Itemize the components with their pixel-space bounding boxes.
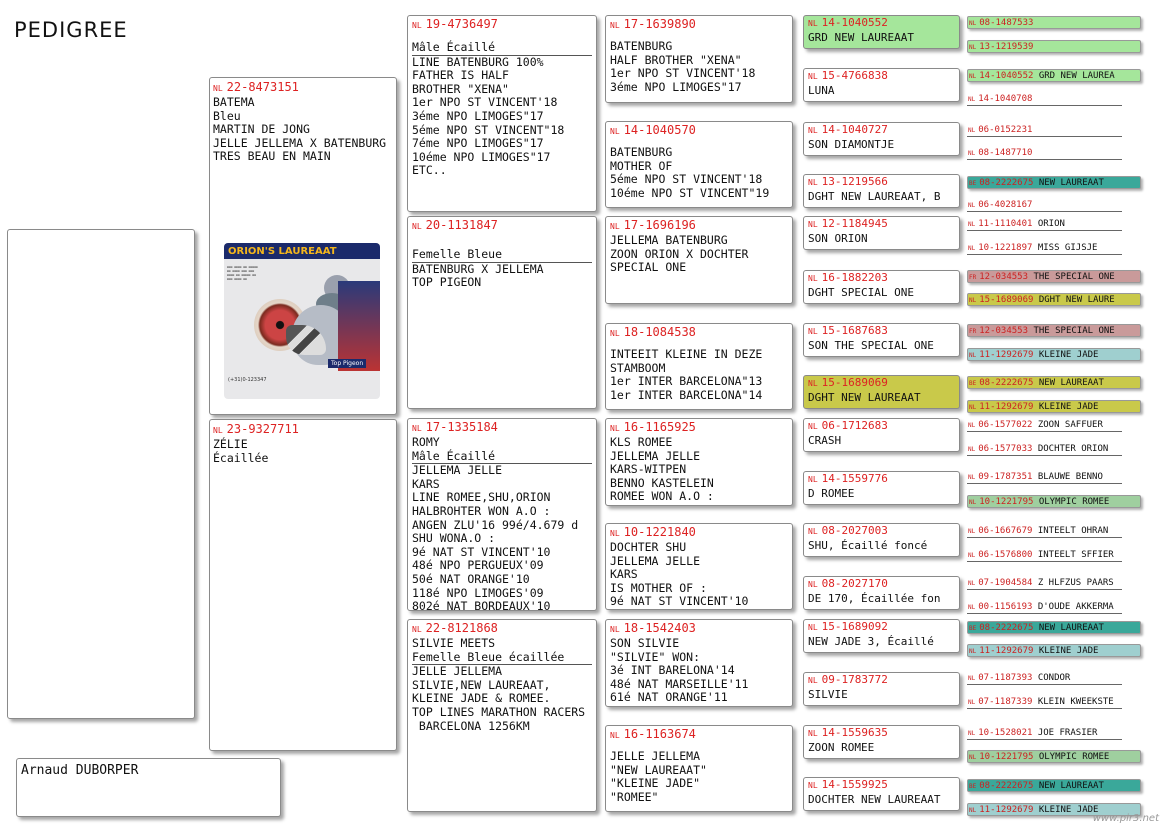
pedigree-line: ROMEE WON A.O : [610, 489, 714, 504]
ancestor-name: DGHT SPECIAL ONE [808, 286, 914, 299]
subject-color: Bleu [213, 108, 241, 123]
ancestor-card[interactable] [803, 15, 960, 49]
ancestor-name: DGHT NEW LAUREAAT, B [808, 190, 941, 203]
pedigree-line: "KLEINE JADE" [610, 776, 701, 791]
subject-line: TRES BEAU EN MAIN [213, 149, 331, 164]
dam-name: ZÉLIE [213, 437, 248, 451]
great-grandparent-card[interactable] [605, 121, 793, 208]
pedigree-line: 9é NAT ST VINCENT'10 [610, 594, 749, 609]
pedigree-line: SPECIAL ONE [610, 260, 687, 275]
ancestor-name: DGHT NEW LAUREAAT [808, 391, 921, 404]
grandparent-card[interactable]: NL 19-4736497 Mâle Écaillé LINE BATENBURG 100% FATHER IS HALF BROTHER "XENA" 1er NPO ST VINCENT'18 3éme NPO LIMOGES"17 5éme NPO ST VINCENT"18 7éme NPO LIMOGES"17 10éme NPO LIMOGES"17 ETC.. [407, 15, 597, 212]
pedigree-line: 3é INT BARELONA'14 [610, 663, 735, 678]
subject-card[interactable] [209, 77, 397, 415]
pedigree-line: 1er INTER BARCELONA"13 [610, 374, 763, 389]
ancestor-entry[interactable]: NL 09-1787351 BLAUWE BENNO [967, 471, 1122, 484]
dam-ring: NL 23-9327711 [213, 422, 299, 436]
ring-number: NL 06-1712683 [808, 419, 888, 432]
advert-title: ORION'S LAUREAAT [228, 246, 337, 257]
great-grandparent-card[interactable] [605, 15, 793, 103]
ancestor-entry[interactable]: BE 08-2222675 NEW LAUREAAT [967, 376, 1141, 389]
dam-card[interactable] [209, 419, 397, 751]
ancestor-card[interactable] [803, 471, 960, 505]
ancestor-entry[interactable]: NL 07-1904584 Z HLFZUS PAARS [967, 577, 1122, 590]
ring-number: NL 12-1184945 [808, 217, 888, 230]
ring-number: NL 16-1882203 [808, 271, 888, 284]
ancestor-name: ZOON ROMEE [808, 741, 875, 754]
ancestor-entry[interactable]: NL 11-1292679 KLEINE JADE [967, 644, 1141, 657]
ring-number: NL 15-1689069 [808, 376, 888, 389]
ancestor-entry[interactable]: BE 08-2222675 NEW LAUREAAT [967, 176, 1141, 189]
ring-number: NL 14-1559925 [808, 778, 888, 791]
ancestor-card[interactable] [803, 323, 960, 357]
ring-number: NL 13-1219566 [808, 175, 888, 188]
pedigree-line: "ROMEE" [610, 789, 659, 804]
pedigree-line: KARS [610, 567, 638, 582]
ring-number: NL 18-1084538 [610, 325, 696, 339]
ancestor-entry[interactable]: NL 11-1110401 ORION [967, 218, 1122, 231]
pedigree-line: "SILVIE" WON: [610, 649, 701, 664]
ancestor-name: SON THE SPECIAL ONE [808, 339, 934, 352]
pedigree-line: 1er NPO ST VINCENT'18 [610, 66, 756, 81]
pedigree-line: INTEEIT KLEINE IN DEZE [610, 347, 763, 361]
ring-number: NL 18-1542403 [610, 621, 696, 635]
owner-name: Arnaud DUBORPER [21, 763, 139, 778]
ring-number: NL 14-1040552 [808, 16, 888, 29]
pedigree-line: BENNO KASTELEIN [610, 475, 714, 490]
advert-phone: (+31)0-123347 [228, 377, 267, 383]
ancestor-entry[interactable]: NL 06-1577022 ZOON SAFFUER [967, 419, 1122, 432]
pedigree-line: JELLEMA JELLE [610, 448, 701, 463]
ancestor-entry[interactable]: NL 06-0152231 [967, 124, 1122, 137]
pedigree-line: JELLEMA JELLE [610, 553, 701, 568]
ancestor-entry[interactable]: NL 10-1221795 OLYMPIC ROMEE [967, 750, 1141, 763]
pedigree-line: "NEW LAUREAAT" [610, 762, 707, 777]
ring-number: NL 17-1696196 [610, 218, 696, 232]
pigeon-advert-image: ORION'S LAUREAAT ▬▬▬ ▬▬▬▬ ▬▬ ▬▬▬▬▬ ▬▬ ▬▬▬▬ ▬▬▬ ▬▬▬ ▬▬▬▬ ▬▬ ▬▬▬▬▬ ▬▬ ▬▬▬ ▬▬▬▬ ▬▬ Top Pigeon (+31)0-123347 [224, 243, 380, 399]
advert-brand: Top Pigeon [328, 359, 366, 368]
pedigree-line: SON SILVIE [610, 636, 680, 650]
ancestor-entry[interactable]: FR 12-034553 THE SPECIAL ONE [967, 270, 1141, 283]
great-grandparent-card[interactable] [605, 418, 793, 506]
ancestor-entry[interactable]: NL 11-1292679 KLEINE JADE [967, 803, 1141, 816]
photo-panel [7, 229, 195, 719]
pedigree-line: BATENBURG [610, 145, 673, 159]
ancestor-entry[interactable]: NL 00-1156193 D'OUDE AKKERMA [967, 601, 1122, 614]
ancestor-entry[interactable]: NL 13-1219539 [967, 40, 1141, 53]
ring-number: NL 17-1639890 [610, 17, 696, 31]
ancestor-entry[interactable]: NL 07-1187339 KLEIN KWEEKSTE [967, 696, 1122, 709]
ancestor-entry[interactable]: NL 10-1528021 JOE FRASIER [967, 727, 1122, 740]
pedigree-line: JELLEMA BATENBURG [610, 233, 728, 247]
great-grandparent-card[interactable] [605, 523, 793, 610]
page-title: PEDIGREE [14, 18, 128, 42]
ring-number: NL 16-1165925 [610, 420, 696, 434]
ancestor-entry[interactable]: FR 12-034553 THE SPECIAL ONE [967, 324, 1141, 337]
pedigree-line: 10éme NPO ST VINCENT"19 [610, 185, 770, 200]
grandparent-card[interactable]: NL 17-1335184 ROMY Mâle Écaillé JELLEMA JELLE KARS LINE ROMEE,SHU,ORION HALBROHTER WON A.O : ANGEN ZLU'16 99é/4.679 d SHU WONA.O : 9é NAT ST VINCENT'10 48é NPO PERGUEUX'09 50é NAT ORANGE'10 118é NPO LIMOGES'09 802é NAT BORDEAUX'10 [407, 418, 597, 611]
ancestor-card[interactable] [803, 122, 960, 156]
subject-line: JELLE JELLEMA X BATENBURG [213, 135, 387, 150]
ancestor-entry[interactable]: NL 06-1577033 DOCHTER ORION [967, 443, 1122, 456]
great-grandparent-card[interactable] [605, 725, 793, 812]
dam-color: Écaillée [213, 450, 269, 465]
ancestor-card[interactable] [803, 672, 960, 706]
ancestor-entry[interactable]: NL 08-1487710 [967, 147, 1122, 160]
ring-number: NL 15-1687683 [808, 324, 888, 337]
ring-number: NL 15-4766838 [808, 69, 888, 82]
pedigree-line: 1er INTER BARCELONA"14 [610, 387, 763, 402]
ring-number: NL 14-1040727 [808, 123, 888, 136]
ancestor-card[interactable] [803, 270, 960, 304]
ring-number: NL 16-1163674 [610, 727, 696, 741]
ancestor-card[interactable] [803, 68, 960, 102]
owner-box [16, 758, 281, 817]
ring-number: NL 15-1689092 [808, 620, 888, 633]
ancestor-card[interactable] [803, 777, 960, 811]
ancestor-card[interactable] [803, 216, 960, 250]
ancestor-entry[interactable]: NL 08-1487533 [967, 16, 1141, 29]
ancestor-entry[interactable]: NL 06-1667679 INTEELT OHRAN [967, 525, 1122, 538]
great-grandparent-card[interactable] [605, 216, 793, 304]
ring-number: NL 14-1040570 [610, 123, 696, 137]
ancestor-name: DOCHTER NEW LAUREAAT [808, 793, 941, 806]
pedigree-line: JELLE JELLEMA [610, 749, 701, 763]
ring-number: NL 08-2027003 [808, 524, 888, 537]
ring-number: NL 14-1559635 [808, 726, 888, 739]
pedigree-line: KARS-WITPEN [610, 462, 687, 477]
subject-ring: NL 22-8473151 [213, 80, 299, 94]
pedigree-line: DOCHTER SHU [610, 540, 687, 554]
great-grandparent-card[interactable] [605, 323, 793, 410]
ancestor-entry[interactable]: NL 11-1292679 KLEINE JADE [967, 348, 1141, 361]
ancestor-card[interactable] [803, 619, 960, 653]
ancestor-card[interactable] [803, 725, 960, 759]
ancestor-entry[interactable]: NL 15-1689069 DGHT NEW LAURE [967, 293, 1141, 306]
ancestor-name: NEW JADE 3, Écaillé [808, 635, 934, 648]
ancestor-entry[interactable]: NL 14-1040708 [967, 93, 1122, 106]
pedigree-line: 61é NAT ORANGE'11 [610, 690, 728, 705]
ring-number: NL 10-1221840 [610, 525, 696, 539]
ancestor-name: SON DIAMONTJE [808, 138, 895, 151]
ancestor-card[interactable] [803, 523, 960, 557]
ancestor-entry[interactable]: NL 11-1292679 KLEINE JADE [967, 400, 1141, 413]
grandparent-card[interactable]: NL 22-8121868 SILVIE MEETS Femelle Bleue écaillée JELLE JELLEMA SILVIE,NEW LAUREAAT, KLEINE JADE & ROMEE. TOP LINES MARATHON RACERS BARCELONA 1256KM [407, 619, 597, 812]
pedigree-line: MOTHER OF [610, 158, 673, 173]
ancestor-entry[interactable]: BE 08-2222675 NEW LAUREAAT [967, 621, 1141, 634]
ancestor-entry[interactable]: NL 06-4028167 [967, 199, 1122, 212]
subject-line: MARTIN DE JONG [213, 122, 310, 137]
ancestor-entry[interactable]: NL 14-1040552 GRD NEW LAUREA [967, 69, 1141, 82]
ancestor-entry[interactable]: NL 06-1576800 INTEELT SFFIER [967, 549, 1122, 562]
pedigree-line: ZOON ORION X DOCHTER [610, 246, 749, 261]
pedigree-line: KLS ROMEE [610, 435, 673, 449]
pedigree-line: 3éme NPO LIMOGES"17 [610, 79, 742, 94]
pedigree-line: IS MOTHER OF : [610, 580, 707, 595]
grandparent-card[interactable]: NL 20-1131847 Femelle Bleue BATENBURG X JELLEMA TOP PIGEON [407, 216, 597, 409]
ancestor-name: DE 170, Écaillée fon [808, 592, 941, 605]
pedigree-line: HALF BROTHER "XENA" [610, 52, 742, 67]
ancestor-name: D ROMEE [808, 487, 855, 500]
pedigree-line: 5éme NPO ST VINCENT'18 [610, 172, 763, 187]
ancestor-card[interactable] [803, 576, 960, 610]
ancestor-entry[interactable]: NL 10-1221795 OLYMPIC ROMEE [967, 495, 1141, 508]
ancestor-name: CRASH [808, 434, 842, 447]
pedigree-line: 48é NAT MARSEILLE'11 [610, 676, 749, 691]
ring-number: NL 14-1559776 [808, 472, 888, 485]
ancestor-entry[interactable]: NL 10-1221897 MISS GIJSJE [967, 242, 1122, 255]
pedigree-line: BATENBURG [610, 39, 673, 53]
ancestor-name: SHU, Écaillé foncé [808, 539, 928, 552]
ancestor-entry[interactable]: BE 08-2222675 NEW LAUREAAT [967, 779, 1141, 792]
ancestor-name: LUNA [808, 84, 835, 97]
ring-number: NL 08-2027170 [808, 577, 888, 590]
subject-name: BATEMA [213, 95, 255, 109]
watermark: www.pir3.net [1092, 813, 1159, 824]
ancestor-card[interactable] [803, 418, 960, 452]
great-grandparent-card[interactable] [605, 619, 793, 707]
ancestor-name: SILVIE [808, 688, 848, 701]
ancestor-card[interactable] [803, 174, 960, 208]
pedigree-line: STAMBOOM [610, 360, 666, 375]
ancestor-name: SON ORION [808, 232, 868, 245]
ancestor-entry[interactable]: NL 07-1187393 CONDOR [967, 672, 1122, 685]
ancestor-card[interactable] [803, 375, 960, 409]
ancestor-name: GRD NEW LAUREAAT [808, 31, 914, 44]
ring-number: NL 09-1783772 [808, 673, 888, 686]
